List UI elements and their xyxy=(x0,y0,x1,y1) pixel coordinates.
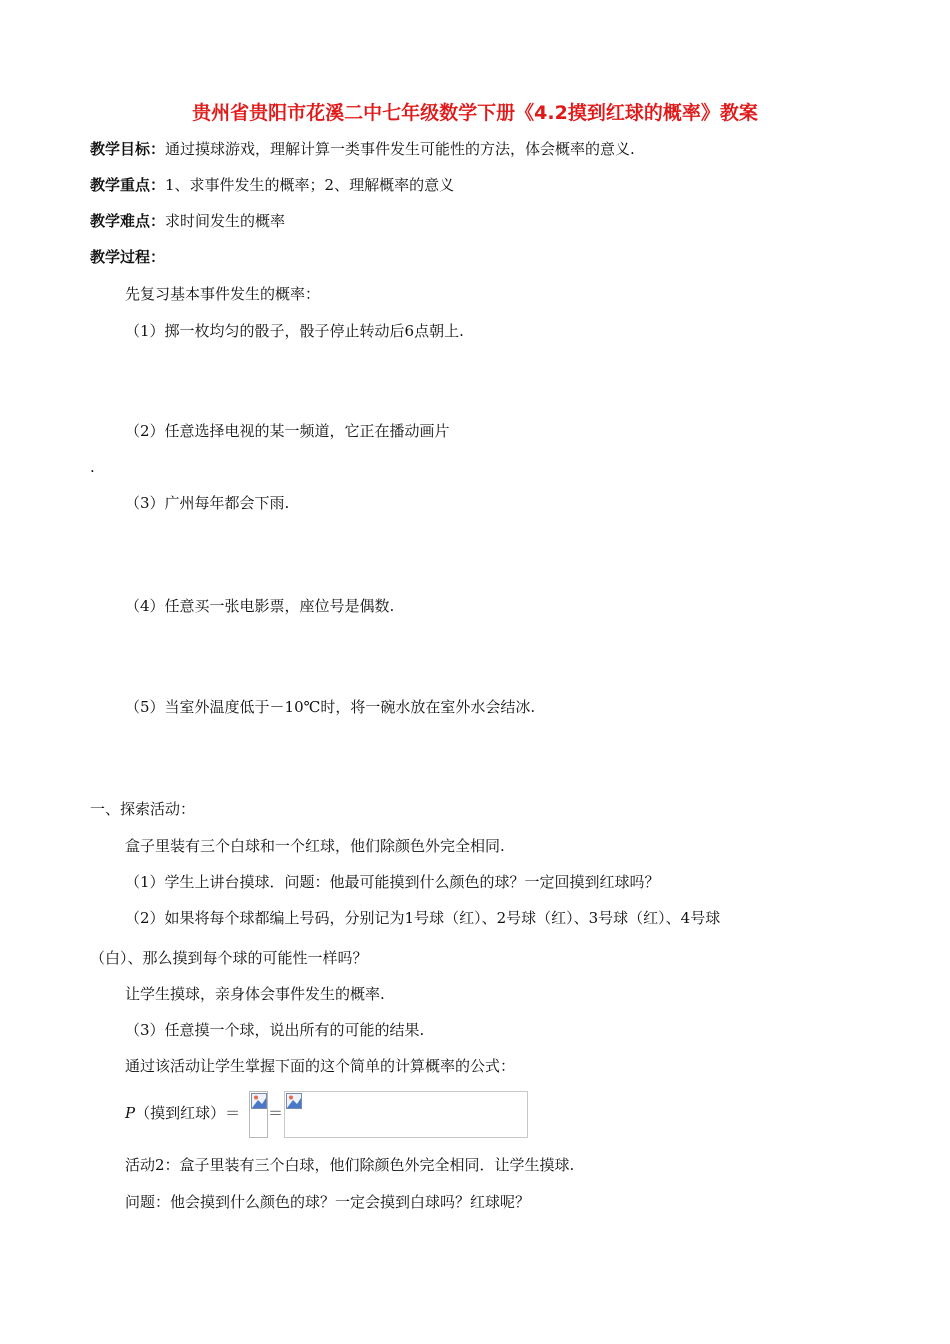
activity-p5: （3）任意摸一个球，说出所有的可能的结果. xyxy=(125,1021,425,1039)
formula-text: （摸到红球）＝ xyxy=(135,1104,241,1122)
review-item-4: （4）任意买一张电影票，座位号是偶数. xyxy=(125,597,395,615)
activity2-question: 问题：他会摸到什么颜色的球？一定会摸到白球吗？红球呢？ xyxy=(125,1193,531,1211)
review-item-3: （3）广州每年都会下雨. xyxy=(125,494,290,512)
key-points-label: 教学重点： xyxy=(90,176,166,194)
activity-p2: （1）学生上讲台摸球．问题：他最可能摸到什么颜色的球？一定回摸到红球吗？ xyxy=(125,873,660,891)
difficulties-label: 教学难点： xyxy=(90,212,166,230)
formula-equals: ＝ xyxy=(268,1104,284,1122)
activity-p3b: （白）、那么摸到每个球的可能性一样吗？ xyxy=(90,949,368,967)
activity-p3a: （2）如果将每个球都编上号码，分别记为1号球（红）、2号球（红）、3号球（红）、4号球 xyxy=(125,909,721,927)
process-label: 教学过程： xyxy=(90,248,166,266)
review-item-5: （5）当室外温度低于－10℃时，将一碗水放在室外水会结冰. xyxy=(125,698,536,716)
broken-image-icon xyxy=(286,1093,302,1109)
difficulties-line xyxy=(90,211,285,231)
activity-p1: 盒子里装有三个白球和一个红球，他们除颜色外完全相同. xyxy=(125,837,505,855)
objectives-text: 通过摸球游戏，理解计算一类事件发生可能性的方法，体会概率的意义. xyxy=(165,140,635,158)
activity-heading: 一、探索活动： xyxy=(90,800,196,818)
activity-p4: 让学生摸球，亲身体会事件发生的概率. xyxy=(125,985,385,1003)
stray-dot: . xyxy=(90,458,95,476)
review-intro: 先复习基本事件发生的概率： xyxy=(125,285,321,303)
fraction-image-placeholder xyxy=(249,1091,268,1138)
activity2-line: 活动2：盒子里装有三个白球，他们除颜色外完全相同．让学生摸球. xyxy=(125,1156,575,1174)
key-points-text: 1、求事件发生的概率；2、理解概率的意义 xyxy=(165,176,455,194)
activity-p6: 通过该活动让学生掌握下面的这个简单的计算概率的公式： xyxy=(125,1057,516,1075)
review-item-2: （2）任意选择电视的某一频道，它正在播动画片 xyxy=(125,422,450,440)
key-points-line xyxy=(90,175,454,195)
review-item-1: （1）掷一枚均匀的骰子，骰子停止转动后6点朝上. xyxy=(125,322,464,340)
broken-image-icon xyxy=(251,1093,267,1109)
formula-line xyxy=(125,1103,240,1123)
formula-result-image-placeholder xyxy=(284,1091,528,1138)
objectives-label: 教学目标： xyxy=(90,140,166,158)
objectives-line xyxy=(90,139,635,159)
formula-p: P xyxy=(125,1104,136,1122)
difficulties-text: 求时间发生的概率 xyxy=(165,212,286,230)
document-title: 贵州省贵阳市花溪二中七年级数学下册《4.2摸到红球的概率》教案 xyxy=(192,102,758,124)
